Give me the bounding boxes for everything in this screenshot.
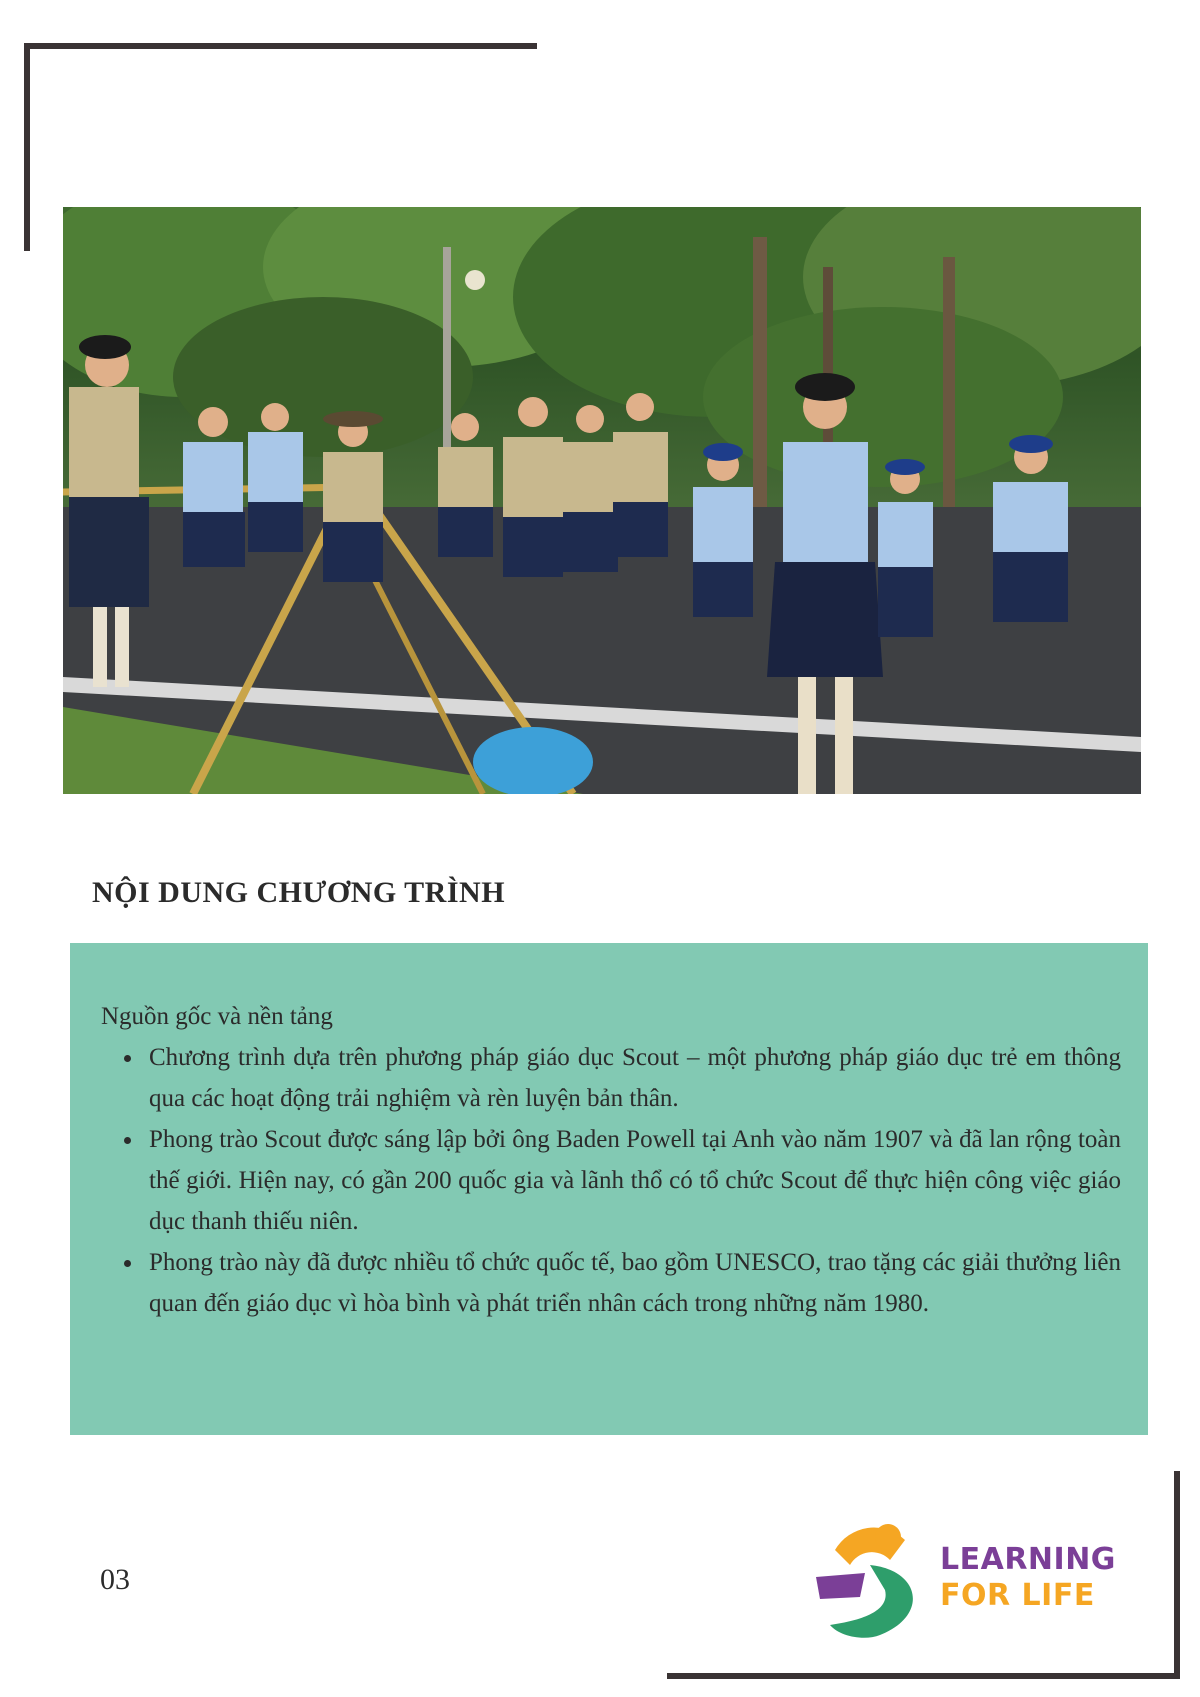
bullet-item: Phong trào này đã được nhiều tổ chức quốc tế, bao gồm UNESCO, trao tặng các giải thưởng liên quan đến giáo dục vì hòa bình và phát triển nhân cách trong những năm 1980. [101, 1242, 1121, 1324]
frame-top-horizontal [24, 43, 537, 49]
page-number: 03 [100, 1563, 130, 1596]
scout-group-photo [63, 207, 1141, 794]
logo-text-line2: FOR LIFE [940, 1578, 1095, 1613]
subheading: Nguồn gốc và nền tảng [101, 1003, 333, 1030]
frame-bottom-vertical [1174, 1471, 1180, 1679]
content-text [101, 996, 1121, 1324]
frame-bottom-horizontal [667, 1673, 1180, 1679]
frame-top-vertical [24, 43, 30, 251]
learning-for-life-logo [810, 1515, 1120, 1640]
bullet-item: Chương trình dựa trên phương pháp giáo dục Scout – một phương pháp giáo dục trẻ em thông qua các hoạt động trải nghiệm và rèn luyện bản thân. [101, 1037, 1121, 1119]
logo-text-line1: LEARNING [940, 1542, 1116, 1577]
bullet-list [101, 1037, 1121, 1324]
logo-mark-icon [810, 1515, 930, 1640]
section-title: NỘI DUNG CHƯƠNG TRÌNH [92, 876, 506, 909]
bullet-item: Phong trào Scout được sáng lập bởi ông Baden Powell tại Anh vào năm 1907 và đã lan rộng toàn thế giới. Hiện nay, có gần 200 quốc gia và lãnh thổ có tổ chức Scout để thực hiện công việc giáo dục thanh thiếu niên. [101, 1119, 1121, 1242]
content-box [70, 943, 1148, 1435]
